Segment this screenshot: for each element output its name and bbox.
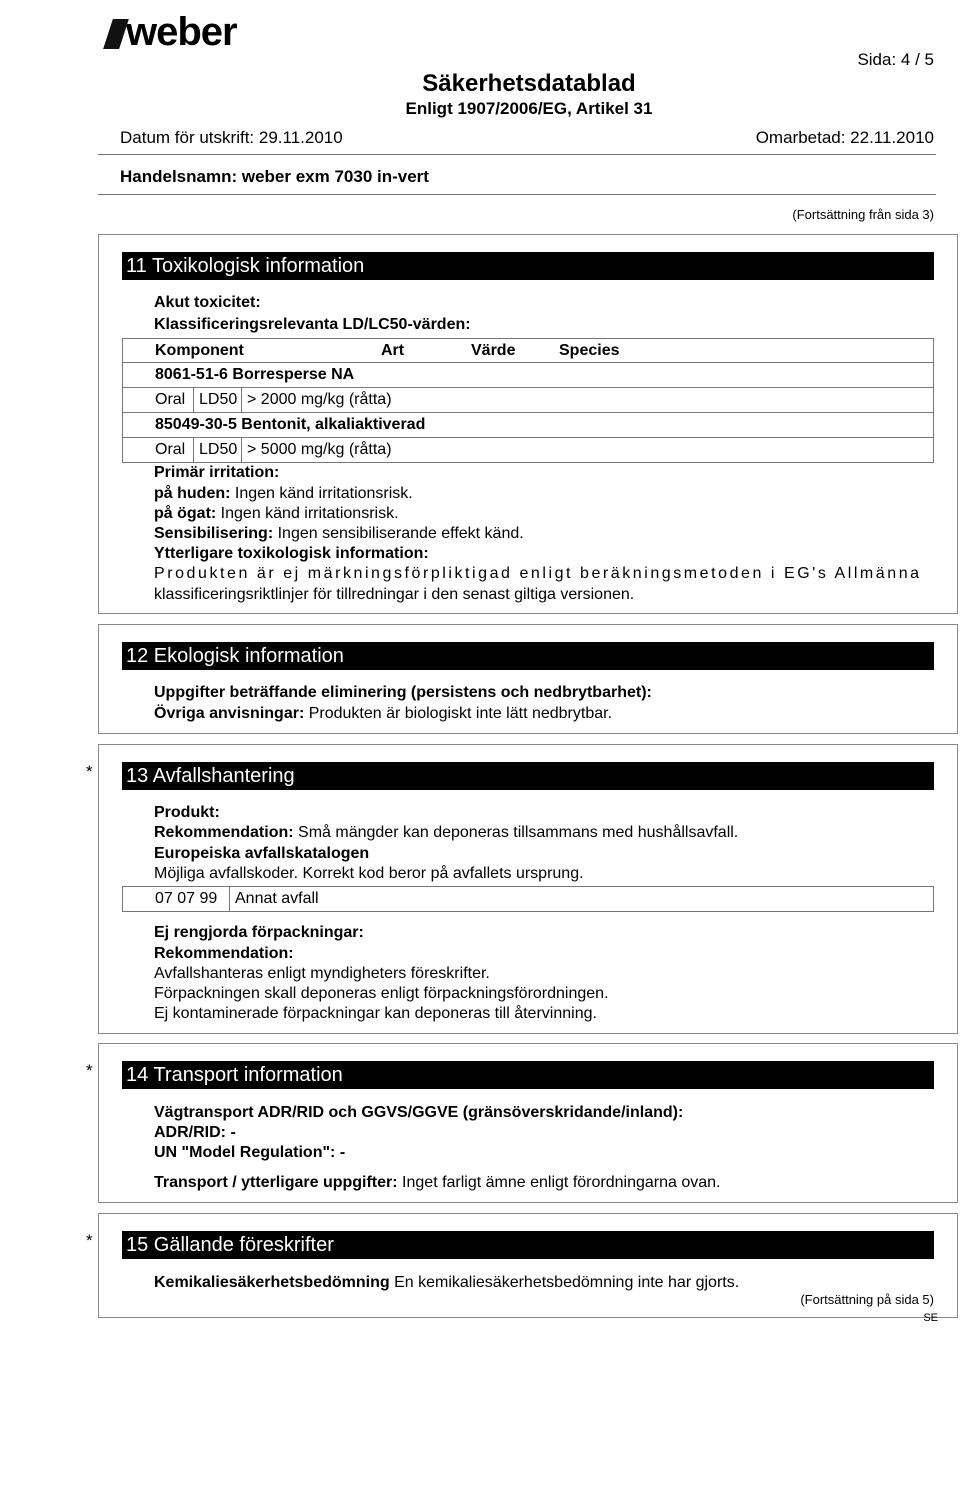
waste-code-row [122,886,934,912]
document-title: Säkerhetsdatablad [422,70,636,97]
un-model-regulation: UN "Model Regulation": - [154,1144,346,1161]
transport-further-info: Transport / ytterligare uppgifter: Inget farligt ämne enligt förordningarna ovan. [154,1174,721,1191]
product-label: Produkt: [154,804,220,821]
chemical-safety-assessment: Kemikaliesäkerhetsbedömning En kemikaliesäkerhetsbedömning inte har gjorts. [154,1274,740,1291]
continued-from: (Fortsättning från sida 3) [792,207,934,222]
continued-to: (Fortsättning på sida 5) [800,1292,934,1307]
waste-code: 07 07 99 [155,890,218,907]
col-komponent: Komponent [155,342,244,359]
skin-irritation: på huden: Ingen känd irritationsrisk. [154,485,413,502]
waste-catalogue-label: Europeiska avfallskatalogen [154,845,370,862]
revision-marker: * [86,762,93,781]
test-type: LD50 [199,391,238,408]
value: > 5000 mg/kg (råtta) [247,441,392,458]
primary-irritation-label: Primär irritation: [154,464,280,481]
route: Oral [155,441,186,458]
header-divider-2 [98,194,936,195]
revision-marker: * [86,1061,93,1080]
test-type: LD50 [199,441,238,458]
section-11-heading: 11 Toxikologisk information [122,252,934,280]
classification-values-label: Klassificeringsrelevanta LD/LC50-värden: [154,316,471,333]
packaging-line-1: Avfallshanteras enligt myndigheters föreskrifter. [154,965,490,982]
product-recommendation: Rekommendation: Små mängder kan deponeras tillsammans med hushållsavfall. [154,824,739,841]
section-13-heading: 13 Avfallshantering [122,762,934,790]
section-12-heading: 12 Ekologisk information [122,642,934,670]
language-code: SE [923,1312,938,1324]
revision-date: Omarbetad: 22.11.2010 [755,128,934,147]
packaging-rec-label: Rekommendation: [154,945,294,962]
table-row [122,413,934,438]
other-notes: Övriga anvisningar: Produkten är biologiskt inte lätt nedbrytbar. [154,705,613,722]
table-row [122,363,934,388]
col-species: Species [559,342,620,359]
col-varde: Värde [471,342,516,359]
print-date: Datum för utskrift: 29.11.2010 [120,128,343,147]
section-14-heading: 14 Transport information [122,1061,934,1089]
packaging-label: Ej rengjorda förpackningar: [154,924,364,941]
sensitisation: Sensibilisering: Ingen sensibiliserande effekt känd. [154,525,524,542]
waste-description: Annat avfall [235,890,319,907]
further-tox-line-1: Produkten är ej märkningsförpliktigad enligt beräkningsmetoden i EG's Allmänna [154,565,922,582]
packaging-line-2: Förpackningen skall deponeras enligt förpackningsförordningen. [154,985,609,1002]
component-name: 8061-51-6 Borresperse NA [155,366,355,383]
waste-codes-note: Möjliga avfallskoder. Korrekt kod beror på avfallets ursprung. [154,865,584,882]
route: Oral [155,391,186,408]
elimination-label: Uppgifter beträffande eliminering (persistens och nedbrytbarhet): [154,684,652,701]
further-tox-label: Ytterligare toxikologisk information: [154,545,429,562]
further-tox-line-2: klassificeringsriktlinjer för tillredningar i den senast giltiga versionen. [154,586,635,603]
logo-mark-icon [103,19,129,49]
weber-logo: weber [108,10,237,54]
trade-name: Handelsnamn: weber exm 7030 in-vert [120,167,429,186]
table-row [122,438,934,463]
adr-rid: ADR/RID: - [154,1124,236,1141]
component-name: 85049-30-5 Bentonit, alkaliaktiverad [155,416,426,433]
value: > 2000 mg/kg (råtta) [247,391,392,408]
col-art: Art [381,342,405,359]
section-15-heading: 15 Gällande föreskrifter [122,1231,934,1259]
revision-marker: * [86,1231,93,1250]
eye-irritation: på ögat: Ingen känd irritationsrisk. [154,505,399,522]
page-number: Sida: 4 / 5 [857,50,934,69]
packaging-line-3: Ej kontaminerade förpackningar kan deponeras till återvinning. [154,1005,597,1022]
table-row [122,388,934,413]
tox-table-header [122,338,934,363]
road-transport-label: Vägtransport ADR/RID och GGVS/GGVE (gränsöverskridande/inland): [154,1104,684,1121]
acute-toxicity-label: Akut toxicitet: [154,294,261,311]
header-divider [98,154,936,155]
document-subtitle: Enligt 1907/2006/EG, Artikel 31 [405,99,653,118]
